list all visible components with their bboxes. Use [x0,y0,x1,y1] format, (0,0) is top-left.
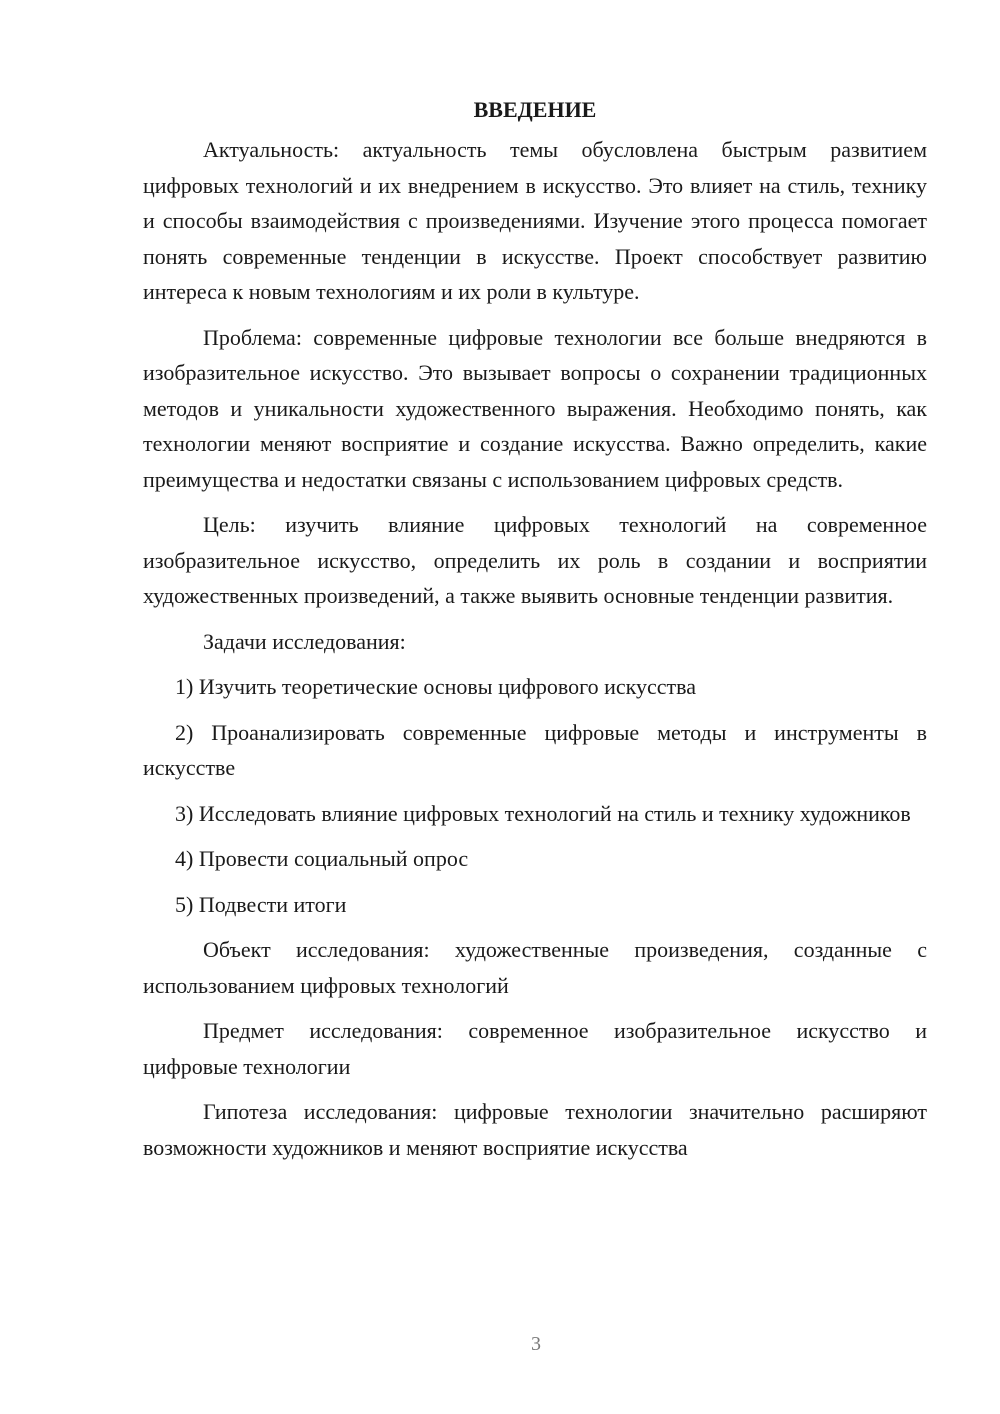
task-item-3: 3) Исследовать влияние цифровых технологий на стиль и технику художников [175,800,911,826]
tasks-heading: Задачи исследования: [203,628,406,654]
page-number: 3 [531,1333,541,1355]
task-item-2: 2) Проанализировать современные цифровые методы и инструменты в искусстве [143,719,927,780]
relevance-paragraph: Актуальность: актуальность темы обусловлена быстрым развитием цифровых технологий и их внедрением в искусство. Это влияет на стиль, технику и способы взаимодействия с произведениями. Изучение этого процесса помогает понять современные тенденции в искусстве. Проект способствует развитию интереса к новым технологиям и их роли в культуре. [143,137,927,304]
section-title: ВВЕДЕНИЕ [473,97,597,122]
problem-paragraph: Проблема: современные цифровые технологии все больше внедряются в изобразительное искусство. Это вызывает вопросы о сохранении традиционных методов и уникальности художественного выражения. Необходимо понять, как технологии меняют восприятие и создание искусства. Важно определить, какие преимущества и недостатки связаны с использованием цифровых средств. [143,324,927,492]
task-item-4: 4) Провести социальный опрос [175,846,469,871]
object-paragraph: Объект исследования: художественные произведения, созданные с использованием цифровых технологий [143,937,927,998]
task-item-1: 1) Изучить теоретические основы цифрового искусства [175,674,697,699]
task-item-5: 5) Подвести итоги [175,891,347,917]
document-page [143,92,927,1175]
goal-paragraph: Цель: изучить влияние цифровых технологий на современное изобразительное искусство, определить их роль в создании и восприятии художественных произведений, а также выявить основные тенденции развития. [143,512,927,608]
hypothesis-paragraph: Гипотеза исследования: цифровые технологии значительно расширяют возможности художников и меняют восприятие искусства [143,1099,927,1160]
subject-paragraph: Предмет исследования: современное изобразительное искусство и цифровые технологии [143,1018,927,1079]
